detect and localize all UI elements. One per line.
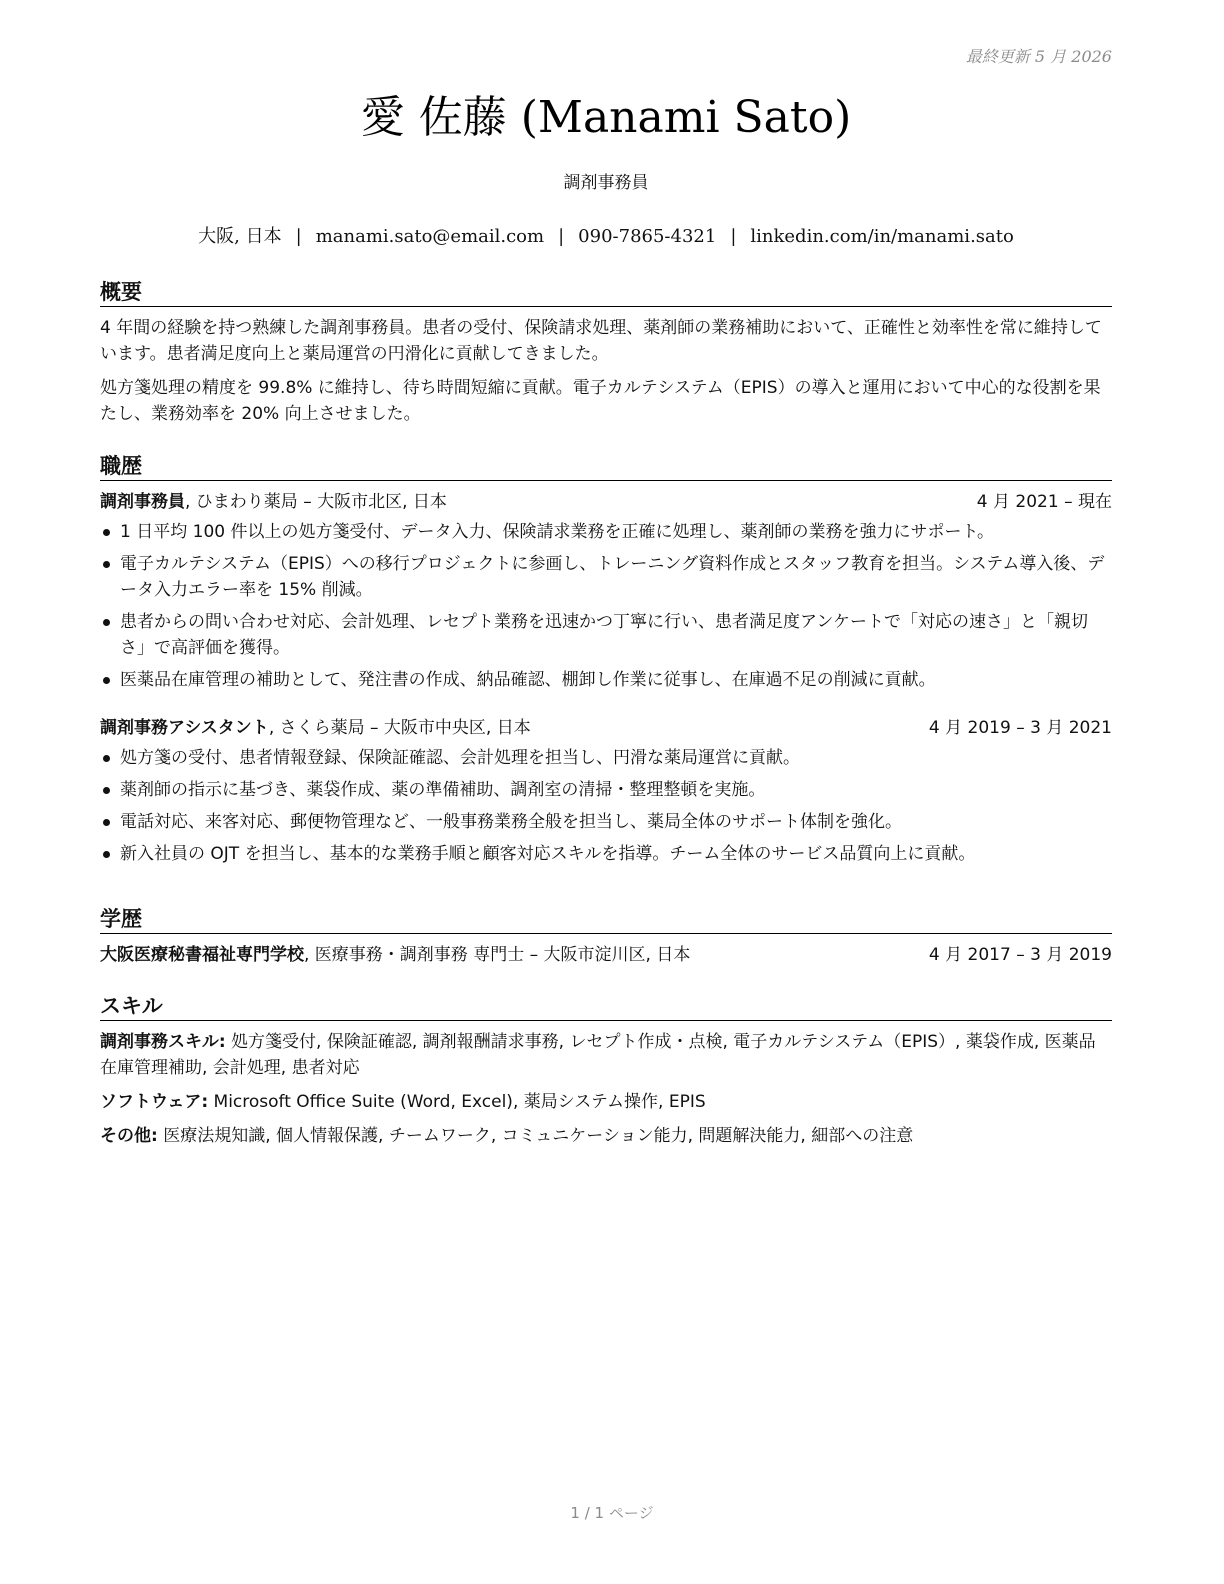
job-bullet: 電話対応、来客対応、郵便物管理など、一般事務業務全般を担当し、薬局全体のサポート体制を強化。 — [100, 809, 1112, 835]
summary-paragraph: 4 年間の経験を持つ熟練した調剤事務員。患者の受付、保険請求処理、薬剤師の業務補助において、正確性と効率性を常に維持しています。患者満足度向上と薬局運営の円滑化に貢献してきました。 — [100, 318, 1102, 364]
education-detail: , 医療事務・調剤事務 専門士 – 大阪市淀川区, 日本 — [304, 945, 691, 965]
job-title: 調剤事務員 — [563, 173, 649, 193]
skills-section — [100, 992, 1112, 1157]
skill-row — [100, 1123, 1112, 1149]
school-name: 大阪医療秘書福祉専門学校 — [100, 945, 304, 965]
job-role-line — [100, 489, 447, 515]
job-bullet: 電子カルテシステム（EPIS）への移行プロジェクトに参画し、トレーニング資料作成とスタッフ教育を担当。システム導入後、データ入力エラー率を 15% 削減。 — [100, 551, 1112, 603]
job-bullet: 処方箋の受付、患者情報登録、保険証確認、会計処理を担当し、円滑な薬局運営に貢献。 — [100, 745, 1112, 771]
contact-linkedin[interactable]: linkedin.com/in/manami.sato — [750, 226, 1014, 247]
job-bullet: 新入社員の OJT を担当し、基本的な業務手順と顧客対応スキルを指導。チーム全体のサービス品質向上に貢献。 — [100, 841, 1112, 867]
job-bullets — [100, 519, 1112, 693]
skill-label: ソフトウェア: — [100, 1092, 209, 1112]
job-role: 調剤事務アシスタント — [100, 718, 269, 738]
job-entry — [100, 715, 1112, 867]
skill-row — [100, 1029, 1112, 1081]
job-place: , さくら薬局 – 大阪市中央区, 日本 — [268, 718, 531, 738]
job-place: , ひまわり薬局 – 大阪市北区, 日本 — [185, 492, 447, 512]
skill-label: 調剤事務スキル: — [100, 1032, 226, 1052]
candidate-name: 愛 佐藤 (Manami Sato) — [360, 92, 852, 143]
job-entry — [100, 489, 1112, 693]
contact-line — [100, 224, 1112, 250]
education-line — [100, 942, 690, 968]
education-section — [100, 905, 1112, 968]
separator: | — [295, 226, 302, 247]
contact-location: 大阪, 日本 — [198, 226, 282, 247]
summary-section — [100, 278, 1112, 435]
skill-label: その他: — [100, 1126, 158, 1146]
job-dates: 4 月 2019 – 3 月 2021 — [928, 718, 1112, 738]
experience-heading: 職歴 — [100, 452, 1112, 481]
summary-heading: 概要 — [100, 278, 1112, 307]
education-dates: 4 月 2017 – 3 月 2019 — [928, 945, 1112, 965]
skill-row — [100, 1089, 1112, 1115]
summary-paragraph: 処方箋処理の精度を 99.8% に維持し、待ち時間短縮に貢献。電子カルテシステム（EPIS）の導入と運用において中心的な役割を果たし、業務効率を 20% 向上させました。 — [100, 378, 1101, 424]
page-number: 1 / 1 ページ — [570, 1504, 654, 1522]
education-heading: 学歴 — [100, 905, 1112, 934]
contact-phone[interactable]: 090-7865-4321 — [578, 226, 717, 247]
last-updated: 最終更新 5 月 2026 — [965, 47, 1112, 66]
job-bullet: 医薬品在庫管理の補助として、発注書の作成、納品確認、棚卸し作業に従事し、在庫過不足の削減に貢献。 — [100, 667, 1112, 693]
job-bullet: 薬剤師の指示に基づき、薬袋作成、薬の準備補助、調剤室の清掃・整理整頓を実施。 — [100, 777, 1112, 803]
skill-value: Microsoft Office Suite (Word, Excel), 薬局システム操作, EPIS — [208, 1092, 706, 1112]
job-bullets — [100, 745, 1112, 867]
experience-section — [100, 452, 1112, 873]
job-role: 調剤事務員 — [100, 492, 185, 512]
job-header — [100, 715, 1112, 741]
skill-value: 医療法規知識, 個人情報保護, チームワーク, コミュニケーション能力, 問題解決能力, 細部への注意 — [157, 1126, 914, 1146]
job-bullet: 患者からの問い合わせ対応、会計処理、レセプト業務を迅速かつ丁寧に行い、患者満足度アンケートで「対応の速さ」と「親切さ」で高評価を獲得。 — [100, 609, 1112, 661]
job-bullet: 1 日平均 100 件以上の処方箋受付、データ入力、保険請求業務を正確に処理し、薬剤師の業務を強力にサポート。 — [100, 519, 1112, 545]
education-entry — [100, 942, 1112, 968]
contact-email[interactable]: manami.sato@email.com — [315, 226, 545, 247]
separator: | — [558, 226, 565, 247]
separator: | — [730, 226, 737, 247]
skill-value: 処方箋受付, 保険証確認, 調剤報酬請求事務, レセプト作成・点検, 電子カルテシステム（EPIS）, 薬袋作成, 医薬品在庫管理補助, 会計処理, 患者対応 — [100, 1032, 1096, 1078]
skills-heading: スキル — [100, 992, 1112, 1021]
job-role-line — [100, 715, 531, 741]
job-header — [100, 489, 1112, 515]
job-dates: 4 月 2021 – 現在 — [976, 492, 1112, 512]
